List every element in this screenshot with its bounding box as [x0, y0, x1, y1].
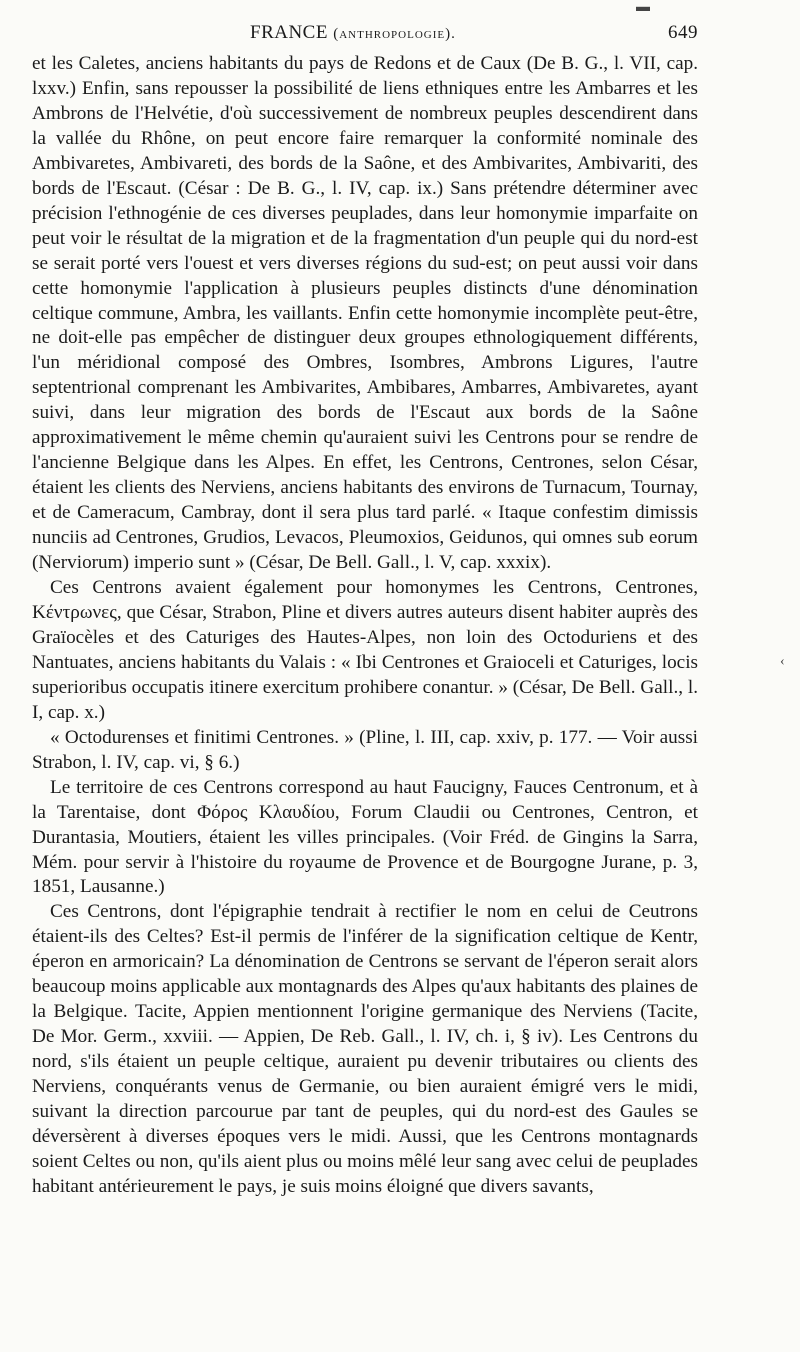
paragraph-3: « Octodurenses et finitimi Centrones. » (Pline, l. III, cap. xxiv, p. 177. — Voir aussi Strabon, l. IV, cap. vi, § 6.) — [32, 726, 698, 773]
scan-speck: ▬ — [636, 0, 650, 15]
paragraph-4: Le territoire de ces Centrons correspond au haut Faucigny, Fauces Centronum, et à la Tarentaise, dont Φόρος Κλαυδίου, Forum Claudii ou Centrones, Centron, et Durantasia, Moutiers, étaient les villes principales. (Voir Fréd. de Gingins la Sarra, Mém. pour servir à l'histoire du royaume de Provence et de Bourgogne Jurane, p. 3, 1851, Lausanne.) — [32, 776, 698, 898]
paragraph-5: Ces Centrons, dont l'épigraphie tendrait à rectifier le nom en celui de Ceutrons étaient-ils des Celtes? Est-il permis de l'inférer de la signification celtique de Kentr, éperon en armoricain? La dénomination de Centrons se servant de l'éperon serait alors beaucoup moins applicable aux montagnards des Alpes qu'aux habitants des plaines de la Belgique. Tacite, Appien mentionnent l'origine germanique des Nerviens (Tacite, De Mor. Germ., xxviii. — Appien, De Reb. Gall., l. IV, ch. i, § iv). Les Centrons du nord, s'ils étaient un peuple celtique, auraient pu devenir tributaires ou clients des Nerviens, conquérants venus de Germanie, ou bien auraient émigré vers le midi, suivant la direction parcourue par tant de peuples, qui du nord-est des Gaules se déversèrent à diverses époques vers le midi. Aussi, que les Centrons montagnards soient Celtes ou non, qu'ils aient plus ou moins mêlé leur sang avec celui de peuplades habitant antérieurement le pays, je suis moins éloigné que divers savants, — [32, 901, 698, 1197]
paragraph-1: et les Caletes, anciens habitants du pays de Redons et de Caux (De B. G., l. VII, cap. lxxv.) Enfin, sans repousser la possibilité de liens ethniques entre les Ambarres et les Ambrons de l'Helvétie, d'où successivement de nombreux peuples descendirent dans la vallée du Rhône, on peut encore faire remarquer la conformité nominale des Ambivaretes, Ambivareti, des bords de la Saône, et des Ambivarites, Ambivariti, des bords de l'Escaut. (César : De B. G., l. IV, cap. ix.) Sans prétendre déterminer avec précision l'ethnogénie de ces diverses peuplades, dans leur homonymie imparfaite on peut voir le résultat de la migration et de la fragmentation d'un peuple qui du nord-est se serait porté vers l'ouest et vers diverses régions du sud-est; on peut aussi voir dans cette homonymie l'application à plusieurs peuples distincts d'une dénomination celtique commune, Ambra, les vaillants. Enfin cette homonymie incomplète peut-être, ne doit-elle pas empêcher de distinguer deux groupes ethnologiquement différents, l'un méridional composé des Ombres, Isombres, Ambrons Ligures, l'autre septentrional comprenant les Ambivarites, Ambibares, Ambarres, Ambivaretes, ayant suivi, dans leur migration des bords de l'Escaut aux bords de la Saône approximativement le même chemin qu'auraient suivi les Centrons pour se rendre de l'ancienne Belgique dans les Alpes. En effet, les Centrons, Centrones, selon César, étaient les clients des Nerviens, anciens habitants des environs de Turnacum, Tournay, et de Cameracum, Cambray, dont il sera plus tard parlé. « Itaque confestim dimissis nunciis ad Centrones, Grudios, Levacos, Pleumoxios, Geidunos, qui omnes sub eorum (Nerviorum) imperio sunt » (César, De Bell. Gall., l. V, cap. xxxix). — [32, 53, 698, 574]
paragraph-2: Ces Centrons avaient également pour homonymes les Centrons, Centrones, Κέντρωνες, que César, Strabon, Pline et divers autres auteurs disent habiter auprès des Graïocèles et des Caturiges des Hautes-Alpes, non loin des Octoduriens et des Nantuates, anciens habitants du Valais : « Ibi Centrones et Graioceli et Caturiges, locis superioribus occupatis itinere exercitum prohibere conantur. » (César, De Bell. Gall., l. I, cap. x.) — [32, 577, 698, 723]
scan-speck: ‹ — [780, 654, 785, 669]
page-number: 649 — [668, 22, 698, 43]
running-title-sub: (anthropologie). — [333, 26, 456, 42]
running-header — [30, 22, 698, 48]
running-title — [250, 22, 456, 44]
running-title-main: FRANCE — [250, 22, 328, 43]
body-text — [32, 52, 698, 1200]
